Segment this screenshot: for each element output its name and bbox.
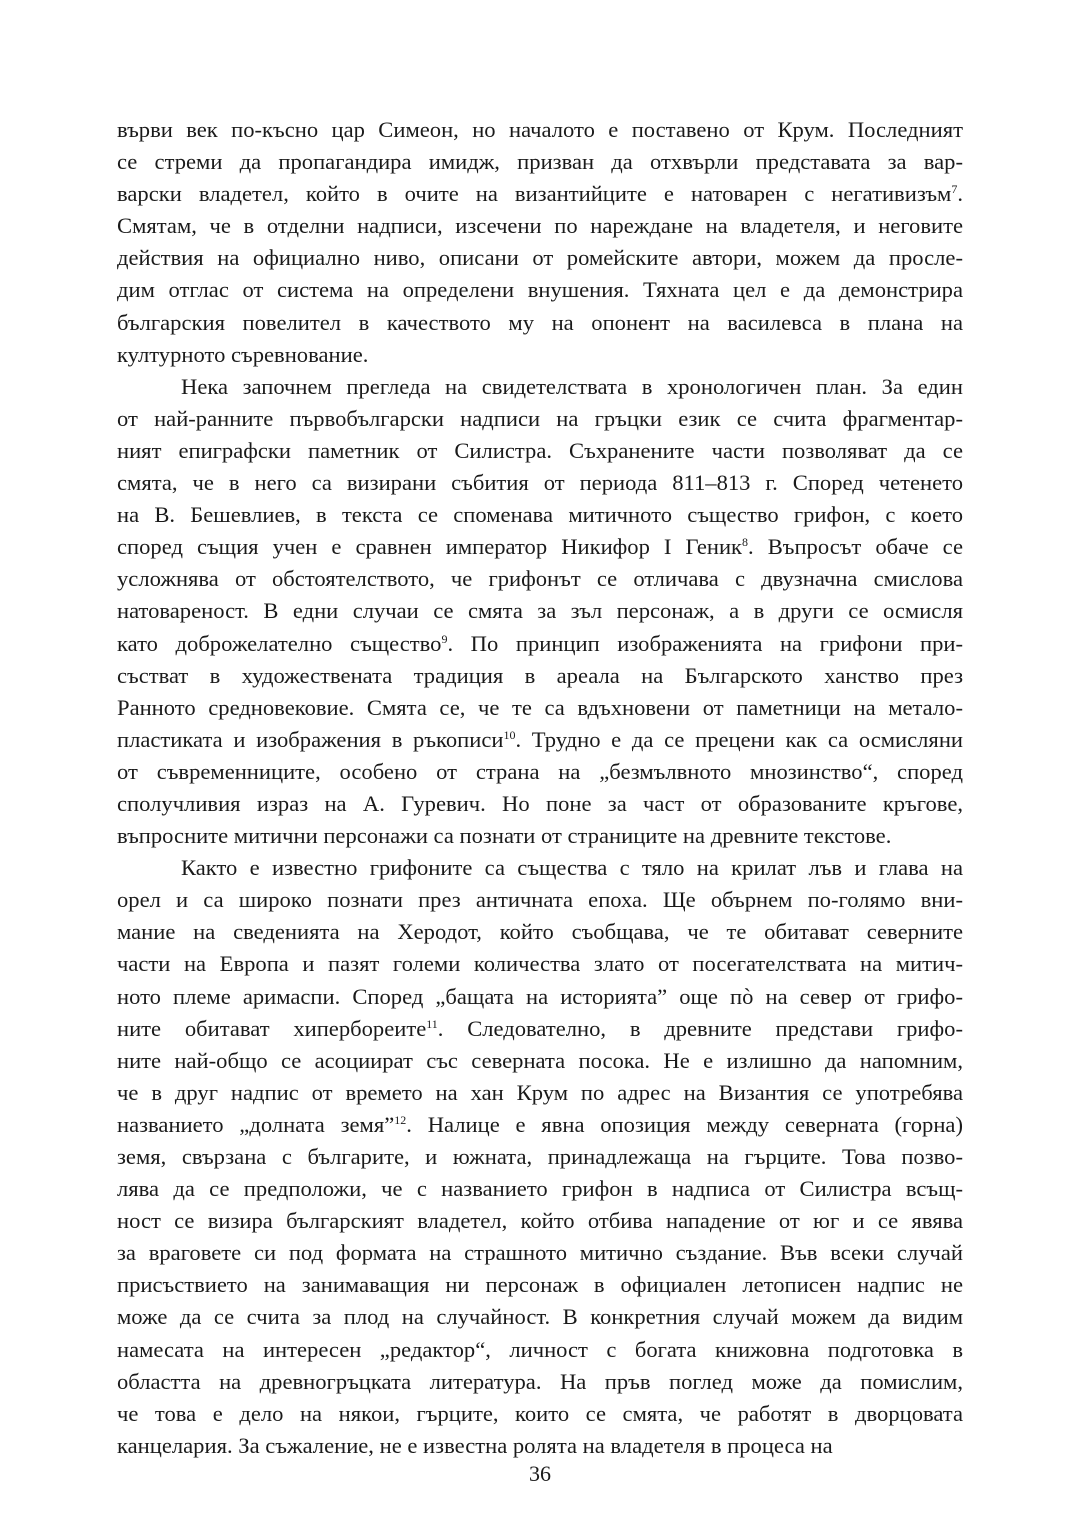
text-line [117,1141,963,1173]
text-segment: Както е известно грифоните са същества с тяло на крилат лъв и глава на [181,855,963,881]
text-segment: ното племе аримаспи. Според „бащата на историята” още пò на север от грифо- [117,983,963,1009]
paragraph [117,371,963,852]
text-segment: въпросните митични персонажи са познати от страниците на древните текстове. [117,823,892,849]
text-line [117,274,963,306]
text-segment: се стреми да пропагандира имидж, призван да отхвърли представата за вар- [117,149,963,175]
text-line [117,692,963,724]
text-segment: че това е дело на някои, гърците, които се смята, че работят в дворцовата [117,1400,963,1426]
text-line [117,403,963,435]
text-line [117,1334,963,1366]
text-line [117,595,963,627]
footnote-ref[interactable]: 11 [426,1016,438,1031]
text-segment: . По принцип изображенията на грифони при- [447,630,963,656]
text-segment: областта на древногръцката литература. На пръв поглед може да помислим, [117,1368,963,1394]
page-body [117,114,963,1462]
text-line [117,981,963,1013]
text-line [117,371,963,403]
footnote-ref[interactable]: 7 [951,182,958,197]
text-line [117,1013,963,1045]
text-line [117,660,963,692]
text-segment: присъствието на занимаващия ни персонаж в официален летописен надпис не [117,1272,963,1298]
text-line [117,948,963,980]
text-segment: върви век по-късно цар Симеон, но началото е поставено от Крум. Последният [117,117,963,142]
text-segment: части на Европа и пазят големи количества злато от посегателствата на митич- [117,951,963,977]
footnote-ref[interactable]: 10 [503,727,516,742]
text-segment: усложнява от обстоятелството, че грифонът се отличава с двузначна смислова [117,566,963,592]
footnote-ref[interactable]: 12 [394,1112,407,1127]
text-line [117,210,963,242]
text-line [117,852,963,884]
text-line [117,563,963,595]
text-segment: ните най-общо се асоциират със северната посока. Не е излишно да напомним, [117,1047,963,1073]
text-segment: Ранното средновековие. Смята се, че те са вдъхновени от паметници на метало- [117,694,963,720]
text-segment: на В. Бешевлиев, в текста се споменава митичното същество грифон, с което [117,502,963,528]
text-line [117,1366,963,1398]
text-segment: . Трудно е да се прецени как са осмисляни [515,726,964,752]
text-segment: сполучливия израз на А. Гуревич. Но поне за част от образованите кръгове, [117,790,963,816]
text-line [117,724,963,756]
text-segment: за враговете си под формата на страшното митично създание. Във всеки случай [117,1240,963,1266]
text-line [117,467,963,499]
text-line [117,884,963,916]
text-segment: ност се визира българският владетел, който отбива нападение от юг и се явява [117,1208,963,1234]
text-line [117,1301,963,1333]
text-line [117,1173,963,1205]
paragraph [117,114,963,371]
text-segment: може да се счита за плод на случайност. В конкретния случай можем да видим [117,1304,963,1330]
text-segment: от най-ранните първобългарски надписи на гръцки език се счита фрагментар- [117,405,963,431]
text-line [117,307,963,339]
text-line [117,1398,963,1430]
text-line [117,339,963,371]
text-line [117,1205,963,1237]
text-line [117,1430,963,1462]
text-line [117,756,963,788]
text-segment: от съвременниците, особено от страна на „безмълвното мнозинство“, според [117,758,963,784]
text-segment: . Следователно, в древните представи грифо- [437,1015,963,1041]
text-line [117,114,963,146]
text-segment: канцелария. За съжаление, не е известна ролята на владетеля в процеса на [117,1432,833,1458]
text-segment: че в друг надпис от времето на хан Крум по адрес на Византия се употребява [117,1079,963,1105]
text-segment: земя, свързана с българите, и южната, принадлежаща на гърците. Това позво- [117,1144,963,1169]
text-line [117,178,963,210]
text-segment: намесата на интересен „редактор“, личност с богата книжовна подготовка в [117,1336,963,1362]
text-line [117,146,963,178]
page-number: 36 [529,1461,551,1486]
text-segment: . Налице е явна опозиция между северната (горна) [406,1111,963,1137]
paragraph [117,852,963,1462]
text-line [117,242,963,274]
text-segment: ният епиграфски паметник от Силистра. Съхранените части позволяват да се [117,437,963,463]
text-segment: пластиката и изображения в ръкописи [117,726,504,752]
text-segment: . Въпросът обаче се [748,534,964,560]
footnote-ref[interactable]: 8 [742,535,749,550]
text-segment: действия на официално ниво, описани от ромейските автори, можем да просле- [117,245,963,271]
text-segment: . [957,181,963,207]
text-line [117,916,963,948]
text-segment: названието „долната земя” [117,1111,395,1137]
text-line [117,531,963,563]
text-segment: като доброжелателно същество [117,630,442,656]
text-segment: Смятам, че в отделни надписи, изсечени по нареждане на владетеля, и неговите [117,213,963,239]
text-segment: според същия учен е сравнен император Никифор I Геник [117,534,743,560]
text-line [117,628,963,660]
text-segment: културното съревнование. [117,341,369,367]
text-line [117,499,963,531]
text-segment: мание на сведенията на Херодот, който съобщава, че те обитават северните [117,919,963,945]
text-segment: състват в художествената традиция в ареала на Българското ханство през [117,662,963,688]
text-line [117,1077,963,1109]
text-segment: варски владетел, който в очите на византийците е натоварен с негативизъм [117,181,952,207]
text-segment: орел и са широко познати през античната епоха. Ще обърнем по-голямо вни- [117,887,963,913]
text-line [117,1237,963,1269]
text-line [117,1269,963,1301]
text-segment: ните обитават хипербореите [117,1015,427,1041]
text-line [117,1109,963,1141]
text-line [117,820,963,852]
text-segment: лява да се предположи, че с названието грифон в надписа от Силистра всъщ- [117,1176,963,1202]
text-segment: Нека започнем прегледа на свидетелствата в хронологичен план. За един [181,373,963,399]
text-line [117,435,963,467]
text-line [117,1045,963,1077]
text-segment: дим отглас от система на определени внушения. Тяхната цел е да демонстрира [117,277,963,303]
text-line [117,788,963,820]
footnote-ref[interactable]: 9 [441,631,448,646]
text-segment: българския повелител в качеството му на опонент на василевса в плана на [117,309,963,335]
text-segment: натовареност. В едни случаи се смята за зъл персонаж, а в други се осмисля [117,598,963,624]
text-segment: смята, че в него са визирани събития от периода 811–813 г. Според четенето [117,470,963,496]
